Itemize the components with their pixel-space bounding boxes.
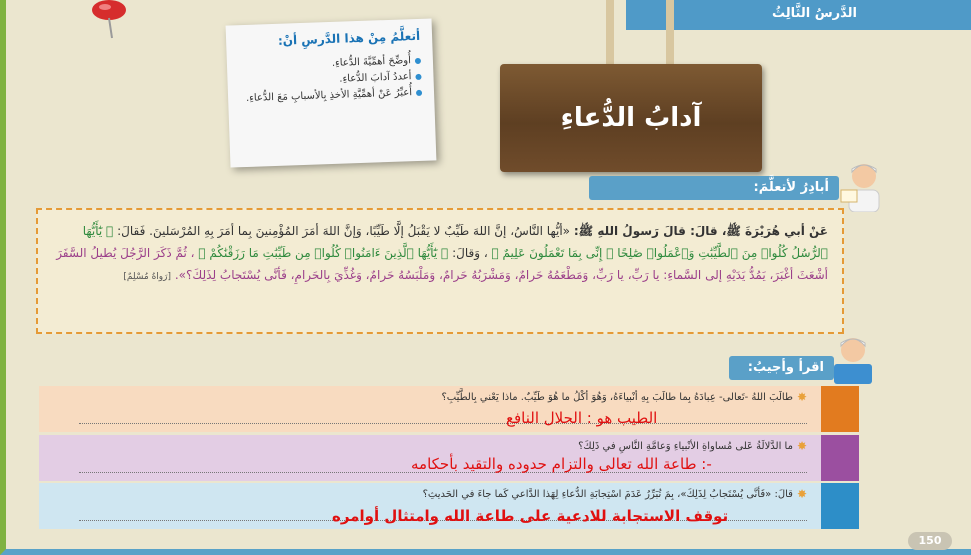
question-row: ✸ ما الدَّلالَةُ عَلى مُساواةِ الأنْبياءِ وَعامَّةِ النَّاسِ في ذَلِكَ؟ <box>39 435 821 481</box>
answer-text: الطيب هو : الحلال النافع <box>506 409 658 427</box>
answer-line <box>79 423 807 424</box>
answer-text: توقف الاستجابة للادعية على طاعة الله وامتثال أوامره <box>332 507 729 525</box>
hadith-box: عَنْ أبي هُرَيْرَةَ ﷺ، قالَ: قالَ رَسولُ اللهِ ﷺ: «أيُّها النَّاسُ، إنَّ اللهَ طَيِّبٌ لا يَقْبَلُ إلَّا طَيِّبًا، وَإنَّ اللهَ أمَرَ المُؤْمِنينَ بِما أمَرَ بِهِ المُرْسَلينَ. فَقالَ: ﴿ يَٰٓأَيُّهَا ٱلرُّسُلُ كُلُوا۟ مِنَ ٱلطَّيِّبَٰتِ وَٱعْمَلُوا۟ صَٰلِحًا ۖ إِنِّى بِمَا تَعْمَلُونَ عَلِيمٌ ﴾ ، وَقالَ: ﴿ يَٰٓأَيُّهَا ٱلَّذِينَ ءَامَنُوا۟ كُلُوا۟ مِن طَيِّبَٰتِ مَا رَزَقْنَٰكُمْ ﴾ ، ثُمَّ ذَكَرَ الرَّجُلَ يُطيلُ السَّفَرَ أشْعَثَ أغْبَرَ، يَمُدُّ يَدَيْهِ إلى السَّماءِ: يا رَبِّ، يا رَبِّ، وَمَطْعَمُهُ حَرامٌ، وَمَشْرَبُهُ حَرامٌ، وَمَلْبَسُهُ حَرامٌ، وَغُذِّيَ بِالحَرامِ، فَأنَّى يُسْتَجابُ لِذَلِكَ؟». [رَواهُ مُسْلِمٌ] <box>36 208 844 334</box>
answer-text: -: طاعة الله تعالى والتزام حدوده والتقيد بأحكامه <box>411 455 712 473</box>
star-icon: ✸ <box>796 390 807 404</box>
page-number: 150 <box>908 532 952 550</box>
objective-item: أُوضِّحَ أهمِّيَّةَ الدُّعاءِ. <box>239 55 421 72</box>
student-avatar-icon <box>839 160 889 212</box>
sign-rope <box>606 0 614 70</box>
bullet-icon <box>415 73 421 79</box>
objective-item: أُعبِّرُ عَنْ أهمِّيَّةِ الأخذِ بِالأسبابِ مَعَ الدُّعاءِ. <box>240 87 422 104</box>
lesson-number: الدَّرسُ الثَّالِثُ <box>772 6 857 21</box>
lesson-header <box>626 0 971 30</box>
reading-student-icon <box>828 334 878 386</box>
question-row: ✸ طالَبَ اللهُ -تَعالى- عِبادَهُ بِما طالَبَ بِهِ أنْبياءَهُ، وَهُوَ أكْلُ ما هُوَ طَيِّبٌ. ماذا يَعْني بِالطَّيِّبِ؟ <box>39 386 821 432</box>
bullet-icon <box>415 57 421 63</box>
lesson-title-sign <box>500 64 762 172</box>
question-row: ✸ قالَ: «فَأنَّى يُسْتَجابُ لِذَلِكَ»، بِمَ تُبَرِّرُ عَدَمَ اسْتِجابَةِ الدُّعاءِ لِهَذا الدَّاعي كَما جاءَ في الحَديثِ؟ <box>39 483 821 529</box>
section-banner-read: اقرأ وأجيبُ: <box>729 356 834 380</box>
pushpin-icon <box>88 0 130 40</box>
question-tab <box>821 435 859 481</box>
bullet-icon <box>416 89 422 95</box>
question-tab <box>821 483 859 529</box>
sign-rope <box>666 0 674 70</box>
star-icon: ✸ <box>796 487 807 501</box>
question-tab <box>821 386 859 432</box>
star-icon: ✸ <box>796 439 807 453</box>
objectives-card <box>226 18 437 167</box>
objectives-title: أتعلَّمُ مِنْ هذا الدَّرسِ أنْ: <box>277 28 421 48</box>
lesson-title: آدابُ الدُّعاءِ <box>560 103 702 133</box>
section-banner-learn: أبادِرُ لأتعلَّمَ: <box>589 176 839 200</box>
objective-item: أعددُ آدابَ الدُّعاءِ. <box>239 71 421 88</box>
